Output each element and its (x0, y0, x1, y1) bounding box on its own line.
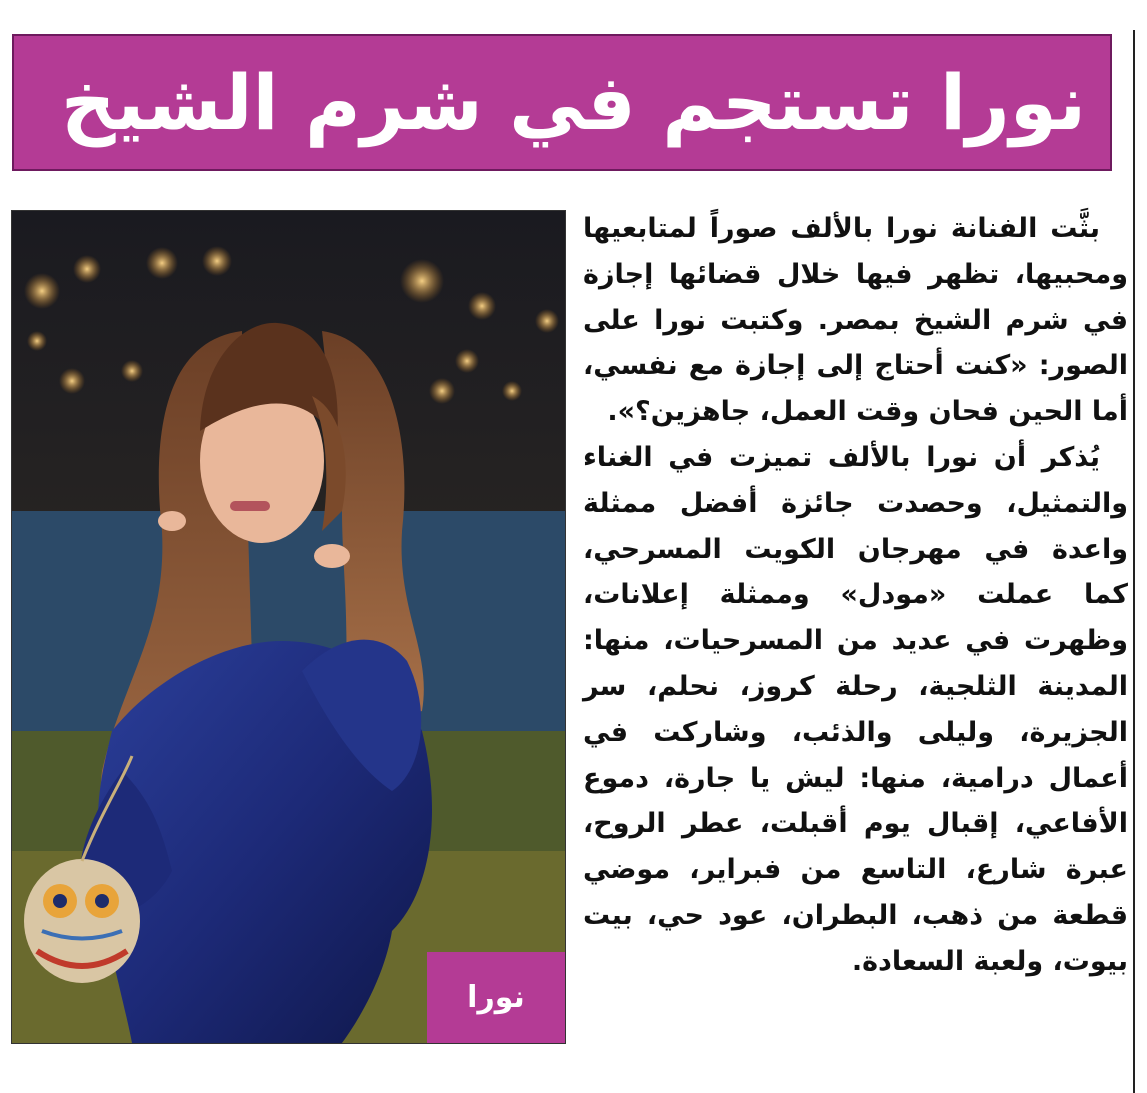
column-divider (1133, 30, 1135, 1093)
article-paragraph-2: يُذكر أن نورا بالألف تميزت في الغناء والتمثيل، وحصدت جائزة أفضل ممثلة واعدة في مهرجان الكويت المسرحي، كما عملت «مودل» وممثلة إعلانات، وظهرت في عديد من المسرحيات، منها: المدينة الثلجية، رحلة كروز، نحلم، سر الجزيرة، وليلى والذئب، وشاركت في أعمال درامية، منها: ليش يا جارة، دموع الأفاعي، إقبال يوم أقبلت، عطر الروح، عبرة شارع، التاسع من فبراير، موضي قطعة من ذهب، البطران، عود حي، بيت بيوت، ولعبة السعادة. (583, 441, 1128, 977)
article-photo (11, 210, 566, 1044)
article-paragraph-1: بثَّت الفنانة نورا بالألف صوراً لمتابعيها ومحبيها، تظهر فيها خلال قضائها إجازة في شرم الشيخ بمصر. وكتبت نورا على الصور: «كنت أحتاج إلى إجازة مع نفسي، أما الحين فحان وقت العمل، جاهزين؟». (583, 213, 1128, 428)
photo-caption: نورا (467, 980, 525, 1015)
photo-caption-box (427, 952, 565, 1043)
article-body (583, 206, 1128, 985)
headline-banner (12, 34, 1112, 171)
portrait-illustration (12, 211, 565, 1043)
headline: نورا تستجم في شرم الشيخ (60, 57, 1086, 147)
